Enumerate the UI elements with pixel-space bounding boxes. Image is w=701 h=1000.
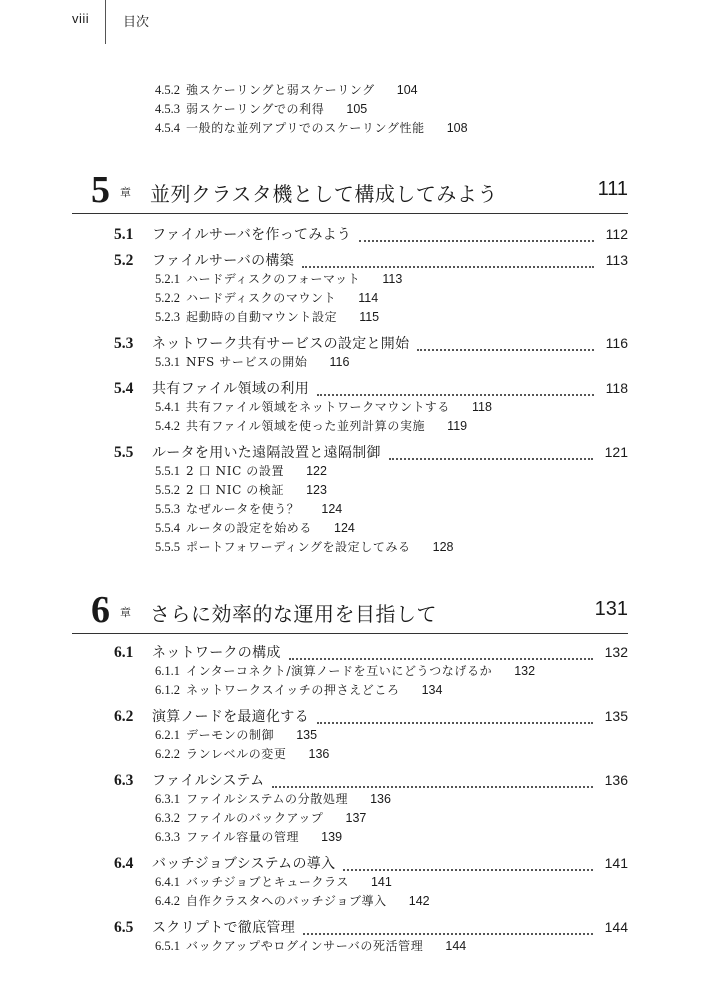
dot-leader bbox=[289, 658, 593, 660]
dot-leader bbox=[417, 349, 593, 351]
subsection-title: ファイル容量の管理 bbox=[186, 830, 300, 844]
section-number: 5.3 bbox=[114, 335, 134, 352]
page-number: viii bbox=[72, 11, 90, 26]
toc-subsection[interactable] bbox=[155, 397, 492, 417]
subsection-page: 105 bbox=[346, 102, 368, 116]
subsection-title: 2 口 NIC の設置 bbox=[186, 464, 285, 478]
chapter-rule bbox=[72, 633, 628, 634]
subsection-number: 6.3.2 bbox=[155, 811, 180, 825]
subsection-number: 6.2.2 bbox=[155, 747, 180, 761]
chapter-label: 章 bbox=[120, 606, 131, 619]
section-page: 112 bbox=[605, 226, 628, 242]
subsection-page: 136 bbox=[308, 747, 330, 761]
toc-subsection[interactable] bbox=[155, 118, 468, 138]
chapter-heading[interactable] bbox=[72, 168, 628, 220]
section-page: 121 bbox=[604, 444, 628, 460]
toc-subsection[interactable] bbox=[155, 480, 327, 500]
section-number: 6.1 bbox=[114, 644, 134, 661]
subsection-page: 123 bbox=[306, 483, 327, 497]
dot-leader bbox=[302, 266, 594, 268]
dot-leader bbox=[317, 722, 593, 724]
toc-subsection[interactable] bbox=[155, 269, 402, 289]
subsection-title: バックアップやログインサーバの死活管理 bbox=[186, 939, 424, 953]
section-page: 116 bbox=[605, 335, 628, 351]
chapter-heading[interactable] bbox=[72, 588, 628, 640]
subsection-title: デーモンの制御 bbox=[186, 728, 275, 742]
section-title: ファイルサーバの構築 bbox=[152, 253, 295, 269]
toc-subsection[interactable] bbox=[155, 99, 367, 119]
section-page: 118 bbox=[605, 380, 628, 396]
chapter-title: さらに効率的な運用を目指して bbox=[150, 602, 437, 626]
subsection-number: 5.5.1 bbox=[155, 464, 180, 478]
subsection-number: 5.5.5 bbox=[155, 540, 180, 554]
section-title: ファイルシステム bbox=[152, 773, 265, 789]
section-number: 6.3 bbox=[114, 772, 134, 789]
subsection-title: 自作クラスタへのバッチジョブ導入 bbox=[186, 894, 387, 908]
toc-subsection[interactable] bbox=[155, 416, 467, 436]
toc-subsection[interactable] bbox=[155, 518, 355, 538]
section-title: バッチジョブシステムの導入 bbox=[152, 856, 336, 872]
subsection-number: 4.5.3 bbox=[155, 102, 180, 116]
subsection-number: 5.2.2 bbox=[155, 291, 180, 305]
subsection-title: バッチジョブとキュークラス bbox=[186, 875, 349, 889]
section-page: 135 bbox=[604, 708, 628, 724]
subsection-title: インターコネクト/演算ノードを互いにどうつなげるか bbox=[186, 664, 493, 678]
subsection-page: 132 bbox=[514, 664, 536, 678]
subsection-title: ハードディスクのフォーマット bbox=[186, 272, 361, 286]
subsection-page: 114 bbox=[358, 291, 379, 305]
section-title: ルータを用いた遠隔設置と遠隔制御 bbox=[152, 445, 381, 461]
section-page: 136 bbox=[604, 772, 628, 788]
subsection-page: 134 bbox=[421, 683, 443, 697]
toc-subsection[interactable] bbox=[155, 827, 342, 847]
subsection-title: NFS サービスの開始 bbox=[186, 355, 308, 369]
toc-subsection[interactable] bbox=[155, 891, 430, 911]
toc-subsection[interactable] bbox=[155, 80, 418, 100]
toc-subsection[interactable] bbox=[155, 307, 379, 327]
subsection-page: 124 bbox=[334, 521, 355, 535]
section-title: ネットワーク共有サービスの設定と開始 bbox=[152, 336, 410, 352]
subsection-page: 116 bbox=[329, 355, 350, 369]
subsection-title: 2 口 NIC の検証 bbox=[186, 483, 285, 497]
subsection-title: 共有ファイル領域をネットワークマウントする bbox=[186, 400, 451, 414]
header-divider bbox=[105, 0, 106, 44]
chapter-label: 章 bbox=[120, 186, 131, 199]
subsection-number: 5.5.3 bbox=[155, 502, 180, 516]
dot-leader bbox=[359, 240, 593, 242]
section-page: 132 bbox=[604, 644, 628, 660]
toc-subsection[interactable] bbox=[155, 461, 327, 481]
chapter-title: 並列クラスタ機として構成してみよう bbox=[150, 182, 498, 206]
section-number: 5.1 bbox=[114, 226, 134, 243]
subsection-number: 6.3.3 bbox=[155, 830, 180, 844]
subsection-number: 6.1.2 bbox=[155, 683, 180, 697]
section-page: 144 bbox=[604, 919, 628, 935]
subsection-number: 5.4.1 bbox=[155, 400, 180, 414]
toc-subsection[interactable] bbox=[155, 872, 392, 892]
chapter-rule bbox=[72, 213, 628, 214]
subsection-title: ファイルのバックアップ bbox=[186, 811, 324, 825]
toc-subsection[interactable] bbox=[155, 499, 342, 519]
section-title: 演算ノードを最適化する bbox=[152, 709, 309, 725]
subsection-number: 6.3.1 bbox=[155, 792, 180, 806]
subsection-page: 104 bbox=[396, 83, 418, 97]
toc-subsection[interactable] bbox=[155, 725, 317, 745]
toc-subsection[interactable] bbox=[155, 789, 391, 809]
toc-subsection[interactable] bbox=[155, 680, 442, 700]
section-title: ネットワークの構成 bbox=[152, 645, 281, 661]
subsection-title: ランレベルの変更 bbox=[186, 747, 287, 761]
subsection-page: 128 bbox=[432, 540, 454, 554]
subsection-number: 6.5.1 bbox=[155, 939, 180, 953]
section-page: 141 bbox=[604, 855, 628, 871]
subsection-page: 118 bbox=[472, 400, 492, 414]
subsection-title: 一般的な並列アプリでのスケーリング性能 bbox=[186, 121, 425, 135]
subsection-number: 6.4.1 bbox=[155, 875, 180, 889]
subsection-number: 5.5.2 bbox=[155, 483, 180, 497]
toc-section[interactable] bbox=[114, 224, 628, 246]
section-number: 5.5 bbox=[114, 444, 134, 461]
subsection-page: 124 bbox=[321, 502, 343, 516]
subsection-page: 139 bbox=[321, 830, 343, 844]
section-page: 113 bbox=[605, 252, 628, 268]
subsection-number: 5.4.2 bbox=[155, 419, 180, 433]
toc-subsection[interactable] bbox=[155, 661, 535, 681]
running-title: 目次 bbox=[123, 15, 150, 30]
subsection-title: 共有ファイル領域を使った並列計算の実施 bbox=[186, 419, 426, 433]
section-title: ファイルサーバを作ってみよう bbox=[152, 227, 352, 243]
section-title: スクリプトで徹底管理 bbox=[152, 920, 295, 936]
chapter-page: 131 bbox=[594, 598, 628, 620]
page-header bbox=[0, 0, 701, 40]
toc-subsection[interactable] bbox=[155, 936, 466, 956]
subsection-page: 115 bbox=[359, 310, 380, 324]
dot-leader bbox=[389, 458, 593, 460]
subsection-number: 5.2.1 bbox=[155, 272, 180, 286]
subsection-title: 起動時の自動マウント設定 bbox=[186, 310, 338, 324]
subsection-number: 6.1.1 bbox=[155, 664, 180, 678]
subsection-title: ルータの設定を始める bbox=[186, 521, 313, 535]
section-number: 5.4 bbox=[114, 380, 134, 397]
subsection-title: 強スケーリングと弱スケーリング bbox=[186, 83, 375, 97]
subsection-title: ネットワークスイッチの押さえどころ bbox=[186, 683, 400, 697]
subsection-title: 弱スケーリングでの利得 bbox=[186, 102, 325, 116]
subsection-number: 5.2.3 bbox=[155, 310, 180, 324]
subsection-number: 5.5.4 bbox=[155, 521, 180, 535]
subsection-page: 108 bbox=[446, 121, 468, 135]
subsection-page: 137 bbox=[345, 811, 367, 825]
toc-subsection[interactable] bbox=[155, 744, 329, 764]
subsection-number: 4.5.2 bbox=[155, 83, 180, 97]
subsection-page: 141 bbox=[370, 875, 392, 889]
chapter-number: 6 bbox=[91, 589, 110, 631]
subsection-number: 6.2.1 bbox=[155, 728, 180, 742]
toc-subsection[interactable] bbox=[155, 808, 366, 828]
subsection-page: 136 bbox=[370, 792, 391, 806]
subsection-page: 119 bbox=[447, 419, 468, 433]
subsection-page: 144 bbox=[445, 939, 467, 953]
dot-leader bbox=[303, 933, 593, 935]
dot-leader bbox=[272, 786, 592, 788]
section-title: 共有ファイル領域の利用 bbox=[152, 381, 310, 397]
section-number: 5.2 bbox=[114, 252, 134, 269]
section-number: 6.5 bbox=[114, 919, 134, 936]
section-number: 6.2 bbox=[114, 708, 134, 725]
toc-subsection[interactable] bbox=[155, 288, 378, 308]
dot-leader bbox=[317, 394, 594, 396]
subsection-title: ポートフォワーディングを設定してみる bbox=[186, 540, 411, 554]
toc-subsection[interactable] bbox=[155, 537, 454, 557]
subsection-page: 122 bbox=[306, 464, 327, 478]
subsection-page: 113 bbox=[382, 272, 403, 286]
subsection-number: 5.3.1 bbox=[155, 355, 180, 369]
subsection-title: ファイルシステムの分散処理 bbox=[186, 792, 349, 806]
subsection-number: 4.5.4 bbox=[155, 121, 180, 135]
toc-subsection[interactable] bbox=[155, 352, 349, 372]
subsection-title: なぜルータを使う？ bbox=[186, 502, 300, 516]
subsection-page: 142 bbox=[408, 894, 430, 908]
dot-leader bbox=[343, 869, 592, 871]
subsection-number: 6.4.2 bbox=[155, 894, 180, 908]
subsection-title: ハードディスクのマウント bbox=[186, 291, 337, 305]
chapter-page: 111 bbox=[597, 178, 628, 200]
subsection-page: 135 bbox=[296, 728, 318, 742]
chapter-number: 5 bbox=[91, 169, 110, 211]
section-number: 6.4 bbox=[114, 855, 134, 872]
